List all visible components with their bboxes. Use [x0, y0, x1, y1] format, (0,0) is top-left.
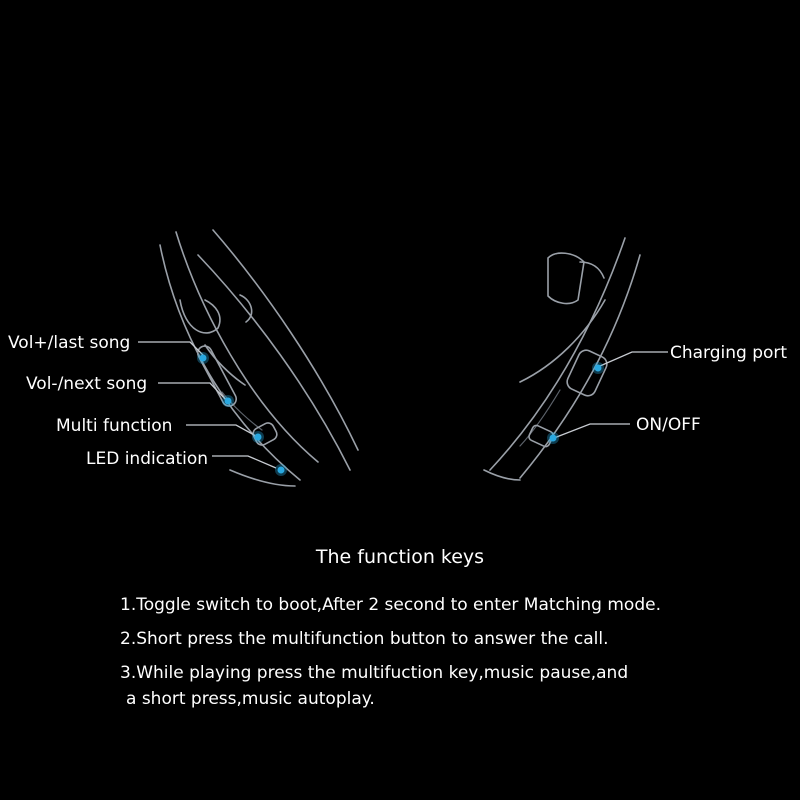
leader-led [212, 456, 276, 468]
left-arm-back-edge [198, 255, 350, 470]
function-key-item [120, 660, 780, 712]
function-keys-title: The function keys [315, 546, 485, 568]
callout-markers [197, 352, 604, 476]
function-key-item [120, 626, 780, 652]
left-arm-outer-edge [160, 245, 300, 480]
marker-vol-down [225, 398, 232, 405]
label-vol-down: Vol-/next song [26, 374, 148, 394]
function-key-text: a short press,music autoplay. [126, 689, 375, 709]
leader-charging-port [600, 352, 668, 366]
function-key-text: 2.Short press the multifunction button to answer the call. [120, 629, 609, 649]
right-arm-bottom-edge [484, 470, 520, 480]
charging-port-housing [565, 348, 610, 399]
left-arm-top-edge [213, 230, 358, 450]
right-earbud-tip [548, 253, 584, 303]
function-key-text: 1.Toggle switch to boot,After 2 second to enter Matching mode. [120, 595, 661, 615]
label-vol-up: Vol+/last song [8, 333, 131, 353]
marker-on-off [550, 435, 557, 442]
marker-vol-up [200, 355, 207, 362]
left-neckband-arm [160, 230, 358, 486]
label-led-indication: LED indication [86, 449, 209, 469]
label-on-off: ON/OFF [636, 415, 701, 435]
leader-on-off [554, 424, 630, 438]
marker-multi-function [255, 434, 262, 441]
label-charging-port: Charging port [670, 343, 788, 363]
function-key-item [120, 592, 780, 618]
label-multi-function: Multi function [56, 416, 173, 436]
function-key-text: 3.While playing press the multifuction key,music pause,and [120, 663, 629, 683]
marker-led [278, 467, 285, 474]
marker-charging-port [595, 365, 602, 372]
function-keys-list [120, 592, 780, 712]
